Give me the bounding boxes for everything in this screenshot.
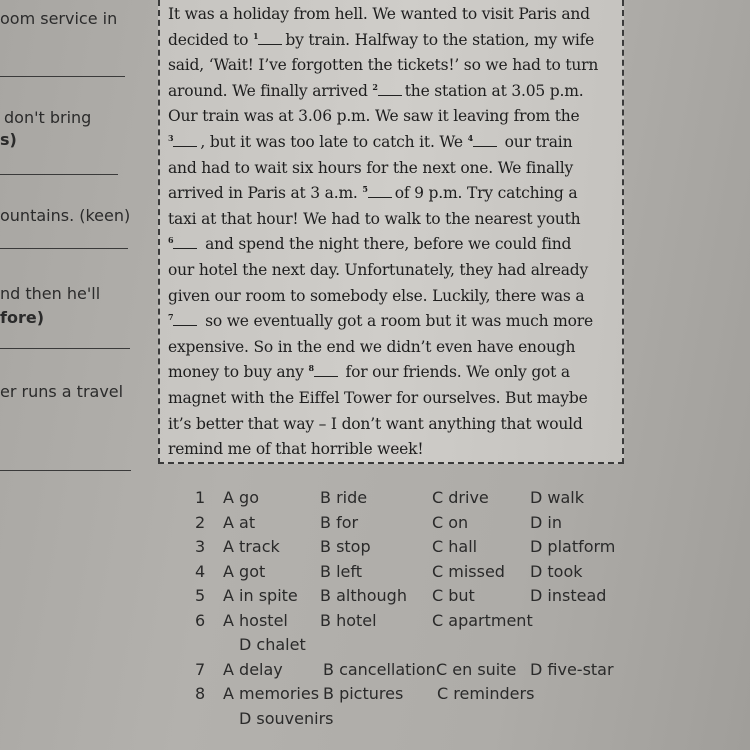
option-b[interactable]: B cancellation [323, 659, 436, 679]
option-row [190, 609, 630, 634]
story-line [168, 156, 618, 182]
option-row-wrap [190, 633, 630, 658]
left-column-exercise [0, 0, 140, 750]
option-c[interactable]: C missed [432, 561, 505, 581]
option-d[interactable]: D platform [530, 537, 616, 556]
story-line [168, 284, 618, 310]
gap-blank[interactable] [173, 145, 197, 147]
story-text-run: our hotel the next day. Unfortunately, they had already [168, 260, 589, 279]
gap-blank[interactable] [368, 196, 392, 198]
story-text-run: and spend the night there, before we could find [200, 235, 572, 254]
gap-blank[interactable] [378, 94, 402, 96]
story-text-run: It was a holiday from hell. We wanted to visit Paris and [168, 5, 590, 23]
option-b[interactable]: B hotel [320, 610, 377, 630]
story-text-run: around. We finally arrived [168, 81, 373, 100]
story-line [168, 28, 618, 54]
story-text-run: taxi at that hour! We had to walk to the nearest youth [168, 209, 581, 228]
gap-number: 8 [308, 363, 314, 374]
gap-number: 1 [252, 30, 259, 41]
story-line [168, 335, 618, 361]
left-fragment: ountains. (keen) [0, 206, 131, 225]
story-line [168, 53, 618, 79]
option-d[interactable]: D instead [530, 586, 607, 605]
story-text-run: said, ‘Wait! I’ve forgotten the tickets!’ so we had to turn [168, 56, 599, 75]
story-text-run: and had to wait six hours for the next one. We finally [168, 158, 574, 177]
story-line [168, 79, 618, 105]
story-text-run: Our train was at 3.06 p.m. We saw it leaving from the [168, 107, 580, 126]
option-b[interactable]: B ride [320, 488, 368, 507]
gap-blank[interactable] [473, 145, 497, 147]
option-c[interactable]: C but [432, 586, 475, 605]
story-line [168, 437, 618, 463]
option-number: 8 [195, 684, 206, 703]
story-text-run: expensive. So in the end we didn’t even have enough [168, 337, 576, 356]
option-number: 1 [195, 488, 206, 507]
option-d[interactable]: D chalet [239, 635, 306, 654]
answer-line [0, 76, 125, 77]
story-line [168, 412, 618, 438]
option-c[interactable]: C drive [432, 488, 489, 507]
option-b[interactable]: B pictures [323, 684, 404, 703]
option-c[interactable]: C en suite [436, 659, 517, 679]
story-line [168, 258, 618, 284]
gap-blank[interactable] [314, 375, 338, 377]
option-row [190, 584, 630, 609]
option-b[interactable]: B although [320, 586, 407, 605]
gap-number: 6 [168, 235, 174, 246]
gap-blank[interactable] [173, 324, 197, 326]
story-line [168, 2, 618, 28]
option-row [190, 560, 630, 585]
answer-line [0, 174, 118, 175]
answer-line [0, 470, 131, 471]
story-text-run: of 9 p.m. Try catching a [394, 184, 578, 203]
story-line [168, 207, 618, 233]
gap-number: 3 [168, 132, 174, 143]
option-row-wrap [190, 707, 630, 732]
option-a[interactable]: A at [223, 512, 256, 532]
story-text-run: for our friends. We only got a [340, 363, 570, 382]
option-a[interactable]: A track [223, 537, 280, 556]
option-c[interactable]: C hall [432, 537, 478, 556]
story-text-run: decided to [168, 30, 253, 49]
option-d[interactable]: D took [530, 561, 583, 581]
story-text-run: remind me of that horrible week! [168, 440, 424, 459]
answer-options [190, 486, 630, 731]
gap-number: 2 [372, 81, 378, 92]
option-b[interactable]: B for [320, 512, 359, 532]
story-text-run: given our room to somebody else. Luckily, there was a [168, 286, 585, 305]
option-number: 7 [195, 659, 206, 679]
left-fragment: fore) [0, 308, 45, 327]
gap-blank[interactable] [173, 247, 197, 249]
option-row [190, 486, 630, 511]
option-a[interactable]: A go [223, 488, 259, 507]
option-row [190, 682, 630, 707]
gap-number: 4 [467, 132, 473, 143]
answer-line [0, 348, 130, 349]
gap-number: 5 [362, 184, 368, 194]
story-box [158, 0, 624, 464]
option-a[interactable]: A got [223, 561, 266, 581]
option-c[interactable]: C on [432, 512, 469, 532]
story-line [168, 360, 618, 386]
story-text [168, 2, 618, 463]
left-fragment: don't bring [4, 108, 92, 127]
left-fragment: er runs a travel [0, 382, 124, 401]
story-text-run: the station at 3.05 p.m. [404, 81, 584, 100]
story-text-run: so we eventually got a room but it was much more [200, 312, 593, 331]
story-line [168, 104, 618, 130]
option-a[interactable]: A delay [223, 659, 283, 679]
option-number: 4 [195, 561, 206, 581]
story-text-run: magnet with the Eiffel Tower for ourselves. But maybe [168, 388, 588, 407]
option-d[interactable]: D walk [530, 488, 585, 507]
left-fragment: s) [0, 130, 17, 149]
option-d[interactable]: D souvenirs [239, 708, 334, 728]
option-row [190, 535, 630, 560]
option-b[interactable]: B left [320, 561, 362, 581]
option-number: 3 [195, 537, 206, 556]
option-d[interactable]: D five-star [530, 659, 614, 679]
story-text-run: , but it was too late to catch it. We [200, 132, 468, 151]
gap-number: 7 [168, 311, 174, 322]
answer-line [0, 248, 128, 249]
option-d[interactable]: D in [530, 512, 562, 532]
story-text-run: arrived in Paris at 3 a.m. [168, 184, 363, 203]
option-row [190, 511, 630, 536]
story-text-run: it’s better that way – I don’t want anything that would [168, 414, 583, 433]
option-c[interactable]: C reminders [437, 684, 535, 703]
option-a[interactable]: A memories [223, 684, 320, 703]
story-line [168, 181, 618, 207]
story-text-run: by train. Halfway to the station, my wife [285, 30, 595, 49]
left-fragment: nd then he'll [0, 284, 101, 303]
story-line [168, 386, 618, 412]
story-line [168, 232, 618, 258]
story-text-run: our train [499, 132, 573, 151]
left-fragment: oom service in [0, 9, 118, 28]
option-number: 2 [195, 512, 206, 532]
gap-blank[interactable] [258, 43, 282, 45]
option-a[interactable]: A in spite [223, 586, 298, 605]
story-text-run: money to buy any [168, 363, 309, 382]
option-a[interactable]: A hostel [223, 610, 288, 630]
option-row [190, 658, 630, 683]
story-line [168, 130, 618, 156]
option-c[interactable]: C apartment [432, 610, 533, 630]
option-number: 5 [195, 586, 206, 605]
option-number: 6 [195, 610, 206, 630]
story-line [168, 309, 618, 335]
option-b[interactable]: B stop [320, 537, 371, 556]
